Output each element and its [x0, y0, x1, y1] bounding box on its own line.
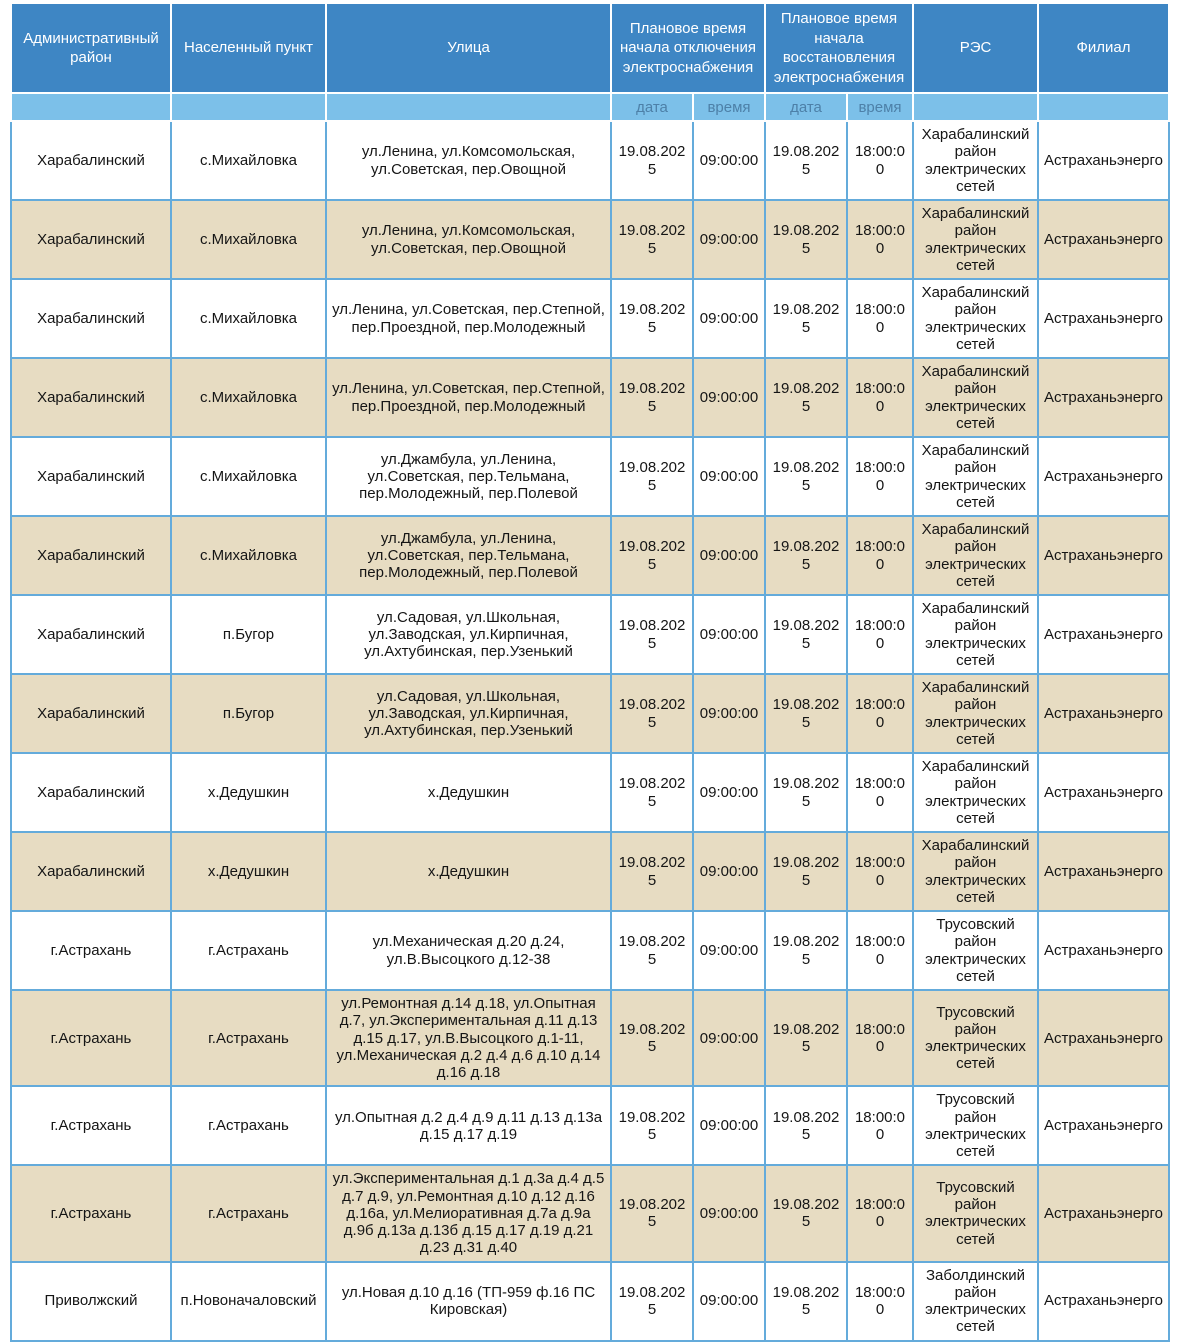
cell-settlement: с.Михайловка — [171, 358, 326, 437]
column-header-restore-group: Плановое время начала восстановления электроснабжения — [765, 3, 913, 93]
cell-outage-time: 09:00:00 — [693, 279, 765, 358]
cell-res: Харабалинский район электрических сетей — [913, 753, 1038, 832]
cell-restore-time: 18:00:00 — [847, 911, 913, 990]
cell-outage-time: 09:00:00 — [693, 200, 765, 279]
cell-res: Харабалинский район электрических сетей — [913, 358, 1038, 437]
cell-restore-time: 18:00:00 — [847, 437, 913, 516]
cell-settlement: с.Михайловка — [171, 437, 326, 516]
subheader-row — [11, 93, 1169, 121]
cell-restore-date: 19.08.2025 — [765, 1086, 847, 1165]
cell-settlement: х.Дедушкин — [171, 753, 326, 832]
cell-district: г.Астрахань — [11, 911, 171, 990]
cell-restore-date: 19.08.2025 — [765, 911, 847, 990]
cell-branch: Астраханьэнерго — [1038, 516, 1169, 595]
column-header-branch: Филиал — [1038, 3, 1169, 93]
cell-settlement: х.Дедушкин — [171, 832, 326, 911]
cell-outage-time: 09:00:00 — [693, 516, 765, 595]
cell-settlement: п.Бугор — [171, 595, 326, 674]
cell-street: ул.Ремонтная д.14 д.18, ул.Опытная д.7, ул.Экспериментальная д.11 д.13 д.15 д.17, ул.В.Высоцкого д.1-11, ул.Механическая д.2 д.4 д.6 д.10 д.14 д.16 д.18 — [326, 990, 611, 1086]
cell-district: г.Астрахань — [11, 990, 171, 1086]
table-row — [11, 279, 1169, 358]
cell-restore-date: 19.08.2025 — [765, 1262, 847, 1341]
cell-district: Харабалинский — [11, 516, 171, 595]
cell-outage-date: 19.08.2025 — [611, 121, 693, 200]
cell-settlement: г.Астрахань — [171, 990, 326, 1086]
table-row — [11, 990, 1169, 1086]
cell-district: Харабалинский — [11, 595, 171, 674]
subheader-restore-time: время — [847, 93, 913, 121]
cell-street: ул.Опытная д.2 д.4 д.9 д.11 д.13 д.13а д.15 д.17 д.19 — [326, 1086, 611, 1165]
cell-branch: Астраханьэнерго — [1038, 1165, 1169, 1261]
cell-restore-time: 18:00:00 — [847, 1262, 913, 1341]
cell-res: Харабалинский район электрических сетей — [913, 200, 1038, 279]
cell-street: ул.Ленина, ул.Комсомольская, ул.Советская, пер.Овощной — [326, 121, 611, 200]
cell-restore-date: 19.08.2025 — [765, 674, 847, 753]
cell-res: Харабалинский район электрических сетей — [913, 832, 1038, 911]
cell-district: Харабалинский — [11, 832, 171, 911]
cell-branch: Астраханьэнерго — [1038, 674, 1169, 753]
cell-outage-date: 19.08.2025 — [611, 832, 693, 911]
subheader-restore-date: дата — [765, 93, 847, 121]
cell-restore-time: 18:00:00 — [847, 832, 913, 911]
cell-res: Харабалинский район электрических сетей — [913, 279, 1038, 358]
cell-res: Харабалинский район электрических сетей — [913, 516, 1038, 595]
cell-outage-date: 19.08.2025 — [611, 595, 693, 674]
cell-district: Харабалинский — [11, 279, 171, 358]
table-row — [11, 911, 1169, 990]
table-header — [11, 3, 1169, 121]
cell-restore-time: 18:00:00 — [847, 200, 913, 279]
cell-outage-time: 09:00:00 — [693, 121, 765, 200]
subheader-spacer — [326, 93, 611, 121]
cell-district: г.Астрахань — [11, 1086, 171, 1165]
cell-branch: Астраханьэнерго — [1038, 358, 1169, 437]
cell-res: Харабалинский район электрических сетей — [913, 437, 1038, 516]
column-header-outage-group: Плановое время начала отключения электроснабжения — [611, 3, 765, 93]
cell-branch: Астраханьэнерго — [1038, 1262, 1169, 1341]
column-header-settlement: Населенный пункт — [171, 3, 326, 93]
outage-table — [10, 2, 1170, 1342]
cell-district: Харабалинский — [11, 121, 171, 200]
cell-street: ул.Джамбула, ул.Ленина, ул.Советская, пер.Тельмана, пер.Молодежный, пер.Полевой — [326, 437, 611, 516]
subheader-spacer — [1038, 93, 1169, 121]
table-row — [11, 1262, 1169, 1341]
cell-restore-date: 19.08.2025 — [765, 1165, 847, 1261]
cell-district: Харабалинский — [11, 674, 171, 753]
cell-outage-time: 09:00:00 — [693, 753, 765, 832]
cell-settlement: с.Михайловка — [171, 516, 326, 595]
cell-outage-time: 09:00:00 — [693, 911, 765, 990]
cell-branch: Астраханьэнерго — [1038, 200, 1169, 279]
cell-restore-time: 18:00:00 — [847, 674, 913, 753]
cell-outage-date: 19.08.2025 — [611, 1262, 693, 1341]
cell-street: х.Дедушкин — [326, 832, 611, 911]
cell-outage-date: 19.08.2025 — [611, 990, 693, 1086]
cell-res: Заболдинский район электрических сетей — [913, 1262, 1038, 1341]
cell-res: Харабалинский район электрических сетей — [913, 121, 1038, 200]
cell-branch: Астраханьэнерго — [1038, 121, 1169, 200]
cell-street: ул.Ленина, ул.Советская, пер.Степной, пер.Проездной, пер.Молодежный — [326, 279, 611, 358]
cell-outage-date: 19.08.2025 — [611, 437, 693, 516]
cell-res: Трусовский район электрических сетей — [913, 1165, 1038, 1261]
cell-branch: Астраханьэнерго — [1038, 279, 1169, 358]
cell-settlement: г.Астрахань — [171, 911, 326, 990]
cell-branch: Астраханьэнерго — [1038, 832, 1169, 911]
cell-outage-time: 09:00:00 — [693, 595, 765, 674]
cell-outage-time: 09:00:00 — [693, 990, 765, 1086]
table-row — [11, 358, 1169, 437]
subheader-spacer — [913, 93, 1038, 121]
cell-street: х.Дедушкин — [326, 753, 611, 832]
cell-restore-date: 19.08.2025 — [765, 121, 847, 200]
cell-outage-time: 09:00:00 — [693, 1086, 765, 1165]
cell-restore-time: 18:00:00 — [847, 358, 913, 437]
cell-branch: Астраханьэнерго — [1038, 437, 1169, 516]
cell-district: Харабалинский — [11, 437, 171, 516]
cell-settlement: с.Михайловка — [171, 200, 326, 279]
cell-restore-time: 18:00:00 — [847, 990, 913, 1086]
table-row — [11, 1165, 1169, 1261]
header-row — [11, 3, 1169, 93]
cell-branch: Астраханьэнерго — [1038, 990, 1169, 1086]
cell-restore-date: 19.08.2025 — [765, 832, 847, 911]
cell-street: ул.Механическая д.20 д.24, ул.В.Высоцкого д.12-38 — [326, 911, 611, 990]
table-row — [11, 1086, 1169, 1165]
table-row — [11, 832, 1169, 911]
cell-restore-date: 19.08.2025 — [765, 437, 847, 516]
cell-outage-time: 09:00:00 — [693, 1165, 765, 1261]
cell-res: Харабалинский район электрических сетей — [913, 595, 1038, 674]
cell-outage-date: 19.08.2025 — [611, 911, 693, 990]
cell-outage-time: 09:00:00 — [693, 1262, 765, 1341]
subheader-spacer — [11, 93, 171, 121]
cell-district: г.Астрахань — [11, 1165, 171, 1261]
cell-restore-time: 18:00:00 — [847, 121, 913, 200]
cell-restore-time: 18:00:00 — [847, 279, 913, 358]
cell-outage-date: 19.08.2025 — [611, 358, 693, 437]
table-body — [11, 121, 1169, 1341]
table-row — [11, 437, 1169, 516]
cell-street: ул.Ленина, ул.Комсомольская, ул.Советская, пер.Овощной — [326, 200, 611, 279]
cell-outage-date: 19.08.2025 — [611, 279, 693, 358]
cell-outage-date: 19.08.2025 — [611, 200, 693, 279]
cell-street: ул.Ленина, ул.Советская, пер.Степной, пер.Проездной, пер.Молодежный — [326, 358, 611, 437]
cell-restore-time: 18:00:00 — [847, 595, 913, 674]
cell-settlement: п.Бугор — [171, 674, 326, 753]
cell-restore-date: 19.08.2025 — [765, 200, 847, 279]
cell-restore-time: 18:00:00 — [847, 753, 913, 832]
cell-district: Харабалинский — [11, 200, 171, 279]
cell-street: ул.Садовая, ул.Школьная, ул.Заводская, ул.Кирпичная, ул.Ахтубинская, пер.Узенький — [326, 674, 611, 753]
cell-settlement: с.Михайловка — [171, 279, 326, 358]
cell-restore-time: 18:00:00 — [847, 1086, 913, 1165]
cell-settlement: г.Астрахань — [171, 1165, 326, 1261]
cell-branch: Астраханьэнерго — [1038, 1086, 1169, 1165]
cell-outage-date: 19.08.2025 — [611, 1165, 693, 1261]
cell-res: Трусовский район электрических сетей — [913, 911, 1038, 990]
cell-restore-date: 19.08.2025 — [765, 753, 847, 832]
column-header-res: РЭС — [913, 3, 1038, 93]
cell-restore-date: 19.08.2025 — [765, 279, 847, 358]
cell-outage-time: 09:00:00 — [693, 358, 765, 437]
cell-settlement: г.Астрахань — [171, 1086, 326, 1165]
cell-settlement: с.Михайловка — [171, 121, 326, 200]
cell-restore-date: 19.08.2025 — [765, 595, 847, 674]
cell-outage-date: 19.08.2025 — [611, 753, 693, 832]
cell-restore-date: 19.08.2025 — [765, 358, 847, 437]
cell-branch: Астраханьэнерго — [1038, 911, 1169, 990]
cell-district: Харабалинский — [11, 753, 171, 832]
subheader-outage-date: дата — [611, 93, 693, 121]
cell-outage-date: 19.08.2025 — [611, 516, 693, 595]
subheader-spacer — [171, 93, 326, 121]
cell-outage-date: 19.08.2025 — [611, 1086, 693, 1165]
cell-branch: Астраханьэнерго — [1038, 595, 1169, 674]
cell-district: Приволжский — [11, 1262, 171, 1341]
cell-res: Харабалинский район электрических сетей — [913, 674, 1038, 753]
table-row — [11, 200, 1169, 279]
column-header-district: Административный район — [11, 3, 171, 93]
cell-street: ул.Садовая, ул.Школьная, ул.Заводская, ул.Кирпичная, ул.Ахтубинская, пер.Узенький — [326, 595, 611, 674]
cell-street: ул.Экспериментальная д.1 д.3а д.4 д.5 д.7 д.9, ул.Ремонтная д.10 д.12 д.16 д.16а, ул.Мелиоративная д.7а д.9а д.9б д.13а д.13б д.15 д.17 д.19 д.21 д.23 д.31 д.40 — [326, 1165, 611, 1261]
cell-settlement: п.Новоначаловский — [171, 1262, 326, 1341]
subheader-outage-time: время — [693, 93, 765, 121]
cell-street: ул.Джамбула, ул.Ленина, ул.Советская, пер.Тельмана, пер.Молодежный, пер.Полевой — [326, 516, 611, 595]
cell-res: Трусовский район электрических сетей — [913, 990, 1038, 1086]
table-row — [11, 516, 1169, 595]
cell-res: Трусовский район электрических сетей — [913, 1086, 1038, 1165]
cell-restore-time: 18:00:00 — [847, 516, 913, 595]
cell-restore-date: 19.08.2025 — [765, 990, 847, 1086]
cell-outage-time: 09:00:00 — [693, 674, 765, 753]
table-row — [11, 121, 1169, 200]
table-row — [11, 674, 1169, 753]
cell-district: Харабалинский — [11, 358, 171, 437]
cell-restore-time: 18:00:00 — [847, 1165, 913, 1261]
cell-outage-time: 09:00:00 — [693, 437, 765, 516]
cell-restore-date: 19.08.2025 — [765, 516, 847, 595]
cell-street: ул.Новая д.10 д.16 (ТП-959 ф.16 ПС Кировская) — [326, 1262, 611, 1341]
cell-outage-date: 19.08.2025 — [611, 674, 693, 753]
cell-branch: Астраханьэнерго — [1038, 753, 1169, 832]
cell-outage-time: 09:00:00 — [693, 832, 765, 911]
table-row — [11, 595, 1169, 674]
column-header-street: Улица — [326, 3, 611, 93]
table-row — [11, 753, 1169, 832]
